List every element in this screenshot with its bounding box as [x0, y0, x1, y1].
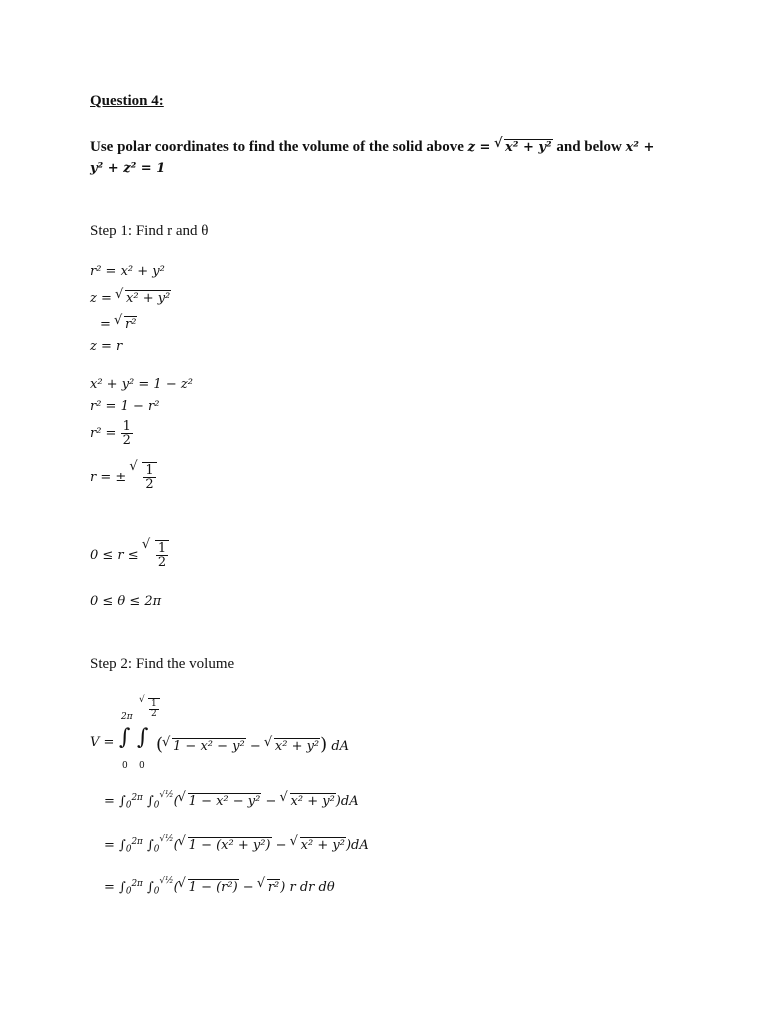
eq-r2-substituted: r² = 1 − r²	[90, 399, 160, 414]
step1-heading: Step 1: Find r and θ	[90, 223, 209, 239]
problem-statement-line1	[90, 139, 654, 155]
prompt-mid: and below	[556, 139, 626, 155]
eq-volume-integral: V =	[90, 735, 115, 750]
eq-theta-bounds: 0 ≤ θ ≤ 2π	[90, 594, 162, 609]
v-upper-outer: 2π	[121, 712, 133, 722]
question-title: Question 4:	[90, 93, 164, 109]
problem-statement-line2: y² + z² = 1	[90, 161, 166, 176]
v-upper-inner: √ $\frac{1}{2}$	[140, 698, 160, 719]
prompt-sqrt: √ x² + y²	[495, 139, 553, 154]
eq-volume-line2: = $\int_0^{2\pi}$ $\int_0^{√\frac{1}{2}}(√$ 1 − x² − y² − √ x² + y²)dA	[104, 793, 359, 808]
integral-sign-outer: ∫	[119, 725, 131, 750]
v-lower-outer: 0	[122, 761, 128, 771]
eq-volume-line3: = $\int_0^{2\pi}$ $\int_0^{√\frac{1}{2}}(√$ 1 − (x² + y²) − √ x² + y²)dA	[104, 837, 369, 852]
integral-sign-inner: ∫	[137, 725, 149, 750]
v-integrand: (√ 1 − x² − y² − √ x² + y²) dA	[156, 736, 349, 754]
eq-r2-half: r² = $\frac{1}{2}$	[90, 419, 131, 448]
prompt-z: z =	[467, 140, 495, 155]
step2-heading: Step 2: Find the volume	[90, 656, 235, 672]
eq-volume-line4: = $\int_0^{2\pi}$ $\int_0^{√\frac{1}{2}}(√$ 1 − (r²) − √ r²) r dr dθ	[104, 879, 335, 894]
eq-z-sqrt: z = √ x² + y²	[90, 290, 171, 305]
eq-r-bounds: 0 ≤ r ≤ √ $\frac{1}{2}$	[90, 540, 169, 569]
eq-sphere: x² + y² = 1 − z²	[90, 377, 193, 392]
eq-z-r: z = r	[90, 339, 123, 354]
eq-r-plusminus: r = ± √ $\frac{1}{2}$	[90, 462, 157, 491]
eq-sqrt-r2: = √ r²	[100, 316, 137, 331]
eq-r-squared: r² = x² + y²	[90, 264, 165, 279]
prompt-lead: Use polar coordinates to find the volume of the solid above	[90, 139, 468, 155]
v-lower-inner: 0	[139, 761, 145, 771]
prompt-tail1: x² +	[625, 140, 655, 155]
